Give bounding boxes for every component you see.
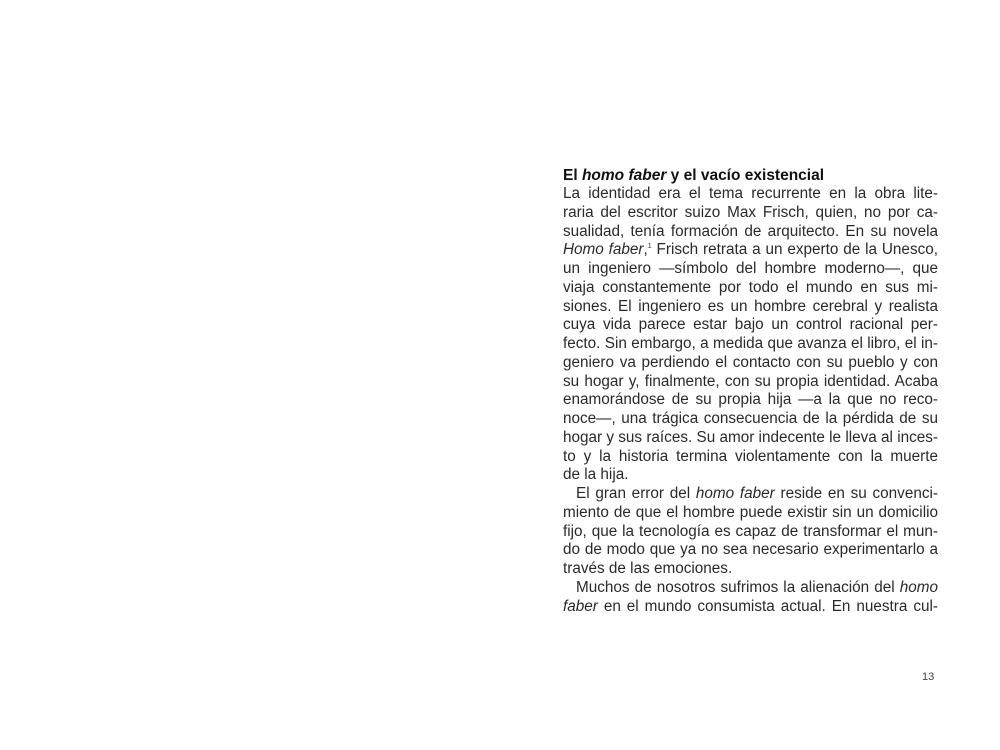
text-line: fecto. Sin embargo, a medida que avanza el libro, el in- — [563, 335, 938, 352]
footnote-marker: 1 — [647, 243, 652, 251]
section-heading — [563, 166, 938, 185]
text-line: cuya vida parece estar bajo un control racional per- — [563, 316, 938, 334]
term-italic: homo faber — [695, 485, 775, 502]
heading-prefix: El — [563, 167, 582, 184]
page-number: 13 — [922, 671, 935, 683]
line-prefix: El gran error del — [576, 485, 696, 502]
line-suffix: en el mundo consumista actual. En nuestra cul- — [597, 597, 938, 615]
text-column — [563, 166, 938, 616]
line-prefix: Muchos de nosotros sufrimos la alienación del — [576, 578, 900, 596]
text-line: geniero va perdiendo el contacto con su pueblo y con — [563, 353, 938, 371]
heading-suffix: y el vacío existencial — [666, 167, 825, 184]
text-line: miento de que el hombre puede existir sin un domicilio — [563, 503, 938, 521]
heading-italic: homo faber — [581, 167, 667, 184]
text-line — [563, 485, 938, 504]
text-line: sualidad, tenía formación de arquitecto. En su novela — [563, 222, 938, 240]
paragraph-1 — [563, 185, 938, 485]
text-line: noce—, una trágica consecuencia de la pérdida de su — [563, 410, 938, 427]
text-line: to y la historia termina violentamente con la muerte — [563, 447, 938, 465]
text-line: hogar y sus raíces. Su amor indecente le lleva al inces- — [563, 428, 938, 446]
text-line — [563, 579, 938, 598]
text-line: de la hija. — [563, 466, 629, 484]
text-line: través de las emociones. — [563, 560, 733, 577]
text-line: un ingeniero —símbolo del hombre moderno—, que — [563, 260, 938, 277]
term-italic: faber — [563, 597, 598, 615]
paragraph-2 — [563, 485, 938, 579]
text-line: fijo, que la tecnología es capaz de transformar el mun- — [563, 522, 938, 540]
term-italic: homo — [899, 578, 938, 596]
text-line — [563, 241, 938, 260]
text-line: do de modo que ya no sea necesario experimentarlo a — [563, 541, 938, 559]
line-suffix: reside en su convenci- — [774, 485, 938, 502]
text-line: viaja constantemente por todo el mundo en sus mi- — [563, 278, 938, 296]
title-comma: , — [643, 241, 648, 259]
book-title-italic: Homo faber — [563, 241, 644, 259]
text-line: siones. El ingeniero es un hombre cerebral y realista — [563, 297, 938, 315]
paragraph-3 — [563, 579, 938, 617]
text-line: raria del escritor suizo Max Frisch, quien, no por ca- — [563, 203, 938, 221]
text-line: La identidad era el tema recurrente en la obra lite- — [563, 185, 938, 202]
text-line — [563, 598, 938, 617]
text-line: enamorándose de su propia hija —a la que no reco- — [563, 391, 938, 409]
line-rest: Frisch retrata a un experto de la Unesco, — [651, 241, 938, 259]
text-line: su hogar y, finalmente, con su propia identidad. Acaba — [563, 372, 938, 390]
